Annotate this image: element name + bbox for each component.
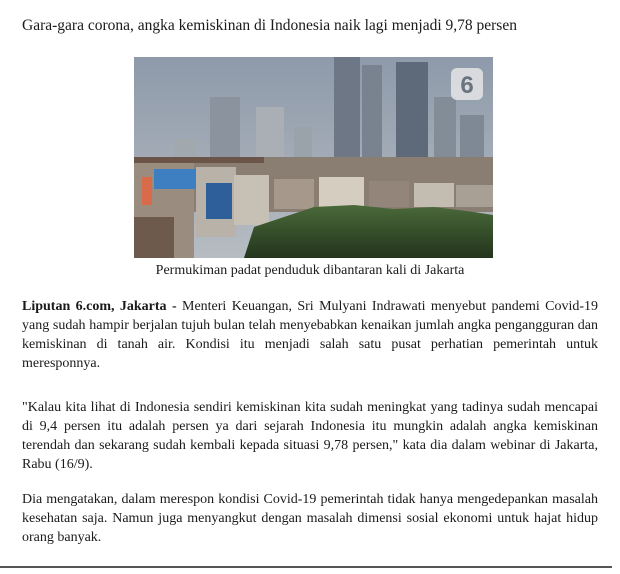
jakarta-riverside-photo — [134, 57, 493, 258]
article-photo — [134, 57, 493, 258]
paragraph-1-text: Menteri Keuangan, Sri Mulyani Indrawati menyebut pandemi Covid-19 yang sudah hampir berjalan tujuh bulan telah menyebabkan kenaikan jumlah angka pengangguran dan kemiskinan di tanah air. Kondisi itu menjadi salah satu pusat perhatian pemerintah untuk meresponnya. — [22, 299, 598, 371]
article-title: Gara-gara corona, angka kemiskinan di Indonesia naik lagi menjadi 9,78 persen — [22, 17, 517, 34]
watermark-logo: 6 — [460, 72, 474, 99]
paragraph-2: "Kalau kita lihat di Indonesia sendiri kemiskinan kita sudah meningkat yang tadinya sudah mencapai di 9,4 persen itu adalah persen ya dari sejarah Indonesia itu mungkin adalah angka kemiskinan terendah dan sekarang sudah kembali kepada situasi 9,78 persen," kata dia dalam webinar di Jakarta, Rabu (16/9). — [22, 400, 598, 472]
photo-caption: Permukiman padat penduduk dibantaran kali di Jakarta — [155, 263, 465, 278]
dateline: Liputan 6.com, Jakarta - — [22, 299, 182, 314]
bottom-divider — [0, 566, 612, 568]
paragraph-3: Dia mengatakan, dalam merespon kondisi Covid-19 pemerintah tidak hanya mengedepankan masalah kesehatan saja. Namun juga menyangkut dengan masalah dimensi sosial ekonomi untuk hajat hidup orang banyak. — [22, 492, 598, 545]
paragraph-1 — [22, 297, 598, 373]
